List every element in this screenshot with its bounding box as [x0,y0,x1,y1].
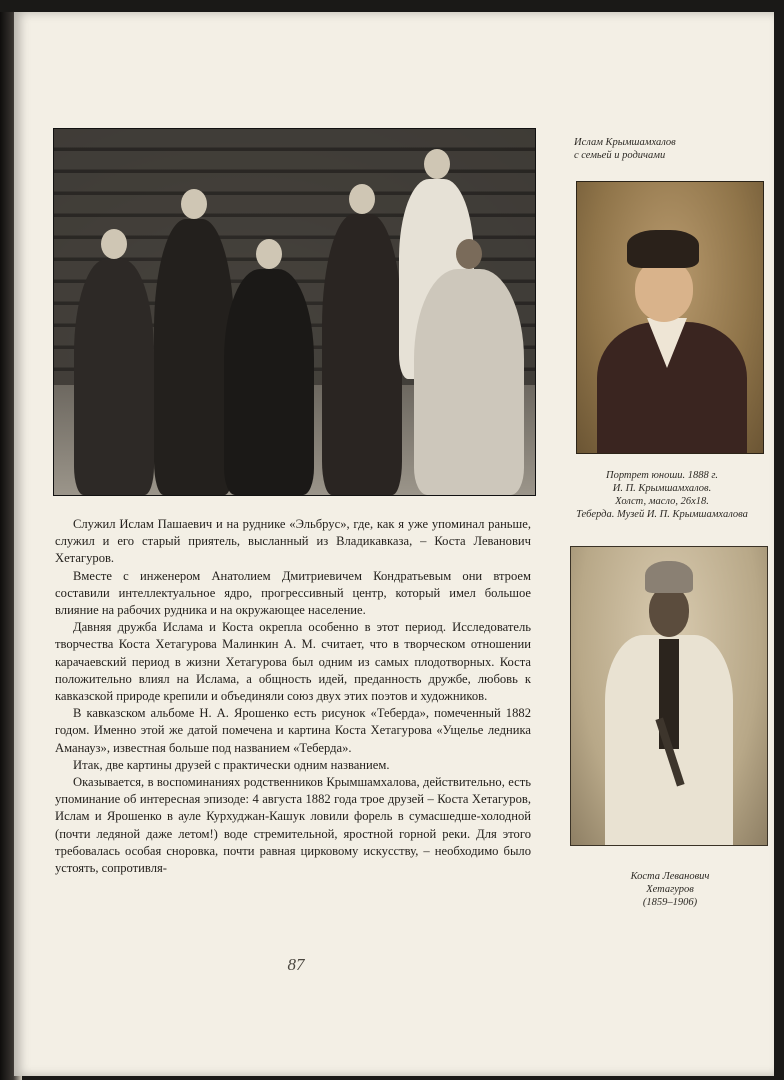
caption-khetagurov [572,870,768,909]
paragraph: Служил Ислам Пашаевич и на руднике «Эльбрус», где, как я уже упоминал раньше, служил и его старый приятель, высланный из Владикавказа, – Коста Леванович Хетагуров. [55,517,531,566]
photo-figure-woman-4 [322,214,402,495]
caption-line: И. П. Крымшамхалов. [612,483,712,494]
photo-figure-man-seated [414,269,524,495]
page-number: 87 [287,955,305,974]
caption-line: Ислам Крымшамхалов [574,137,676,148]
paragraph: В кавказском альбоме Н. А. Ярошенко есть рисунок «Теберда», помеченный 1882 годом. Именно этой же датой помечена и картина Коста Хетагурова «Ущелье ледника Аманауз», известная больше под названием «Теберда». [55,706,531,755]
photo-figure-woman-1 [74,259,154,495]
caption-line: Теберда. Музей И. П. Крымшамхалова [576,509,748,520]
photo-figure-woman-2 [154,219,234,495]
caption-portrait-youth [556,469,768,521]
family-group-photograph [53,128,536,496]
portrait-painting-youth [576,181,764,454]
caption-family-photo [574,136,754,162]
caption-line: (1859–1906) [642,897,698,908]
caption-line: Холст, масло, 26х18. [615,496,709,507]
paragraph: Вместе с инженером Анатолием Дмитриевичем Кондратьевым они втроем составили интеллектуальное ядро, прогрессивный центр, который имел большое влияние на рабочих рудника и на окружающее население. [55,568,531,618]
paragraph: Итак, две картины друзей с практически одним названием. [73,757,390,772]
caption-line: с семьей и родичами [574,150,666,161]
portrait-photo-khetagurov [570,546,768,846]
paragraph: Оказывается, в воспоминаниях родственников Крымшамхалова, действительно, есть упоминание об интересная эпизоде: 4 августа 1882 года трое друзей – Коста Хетагуров, Ислам и Ярошенко в ауле Курхуджан-Кашук ловили форель в сумасшедше-холодной (почти ледяной даже летом!) воде стремительной, яростной горной реки. Для этого требовалась особая сноровка, почти равная цирковому искусству, – необходимо было устоять, сопротивля- [55,775,531,876]
caption-line: Коста Леванович [630,871,710,882]
caption-line: Хетагуров [646,884,694,895]
article-body [55,516,531,877]
photo-figure-woman-3 [224,269,314,495]
caption-line: Портрет юноши. 1888 г. [605,470,718,481]
paragraph: Давняя дружба Ислама и Коста окрепла особенно в этот период. Исследователь творчества Коста Хетагурова Малинкин А. М. считает, что в творческом отношении карачаевский период в жизни Хетагурова был одним из самых плодотворных. Коста положительно влиял на Ислама, а общность идей, преданность дружбе, любовь к кавказской природе крепили и объединяли союз двух этих поэтов и художников. [55,620,531,704]
